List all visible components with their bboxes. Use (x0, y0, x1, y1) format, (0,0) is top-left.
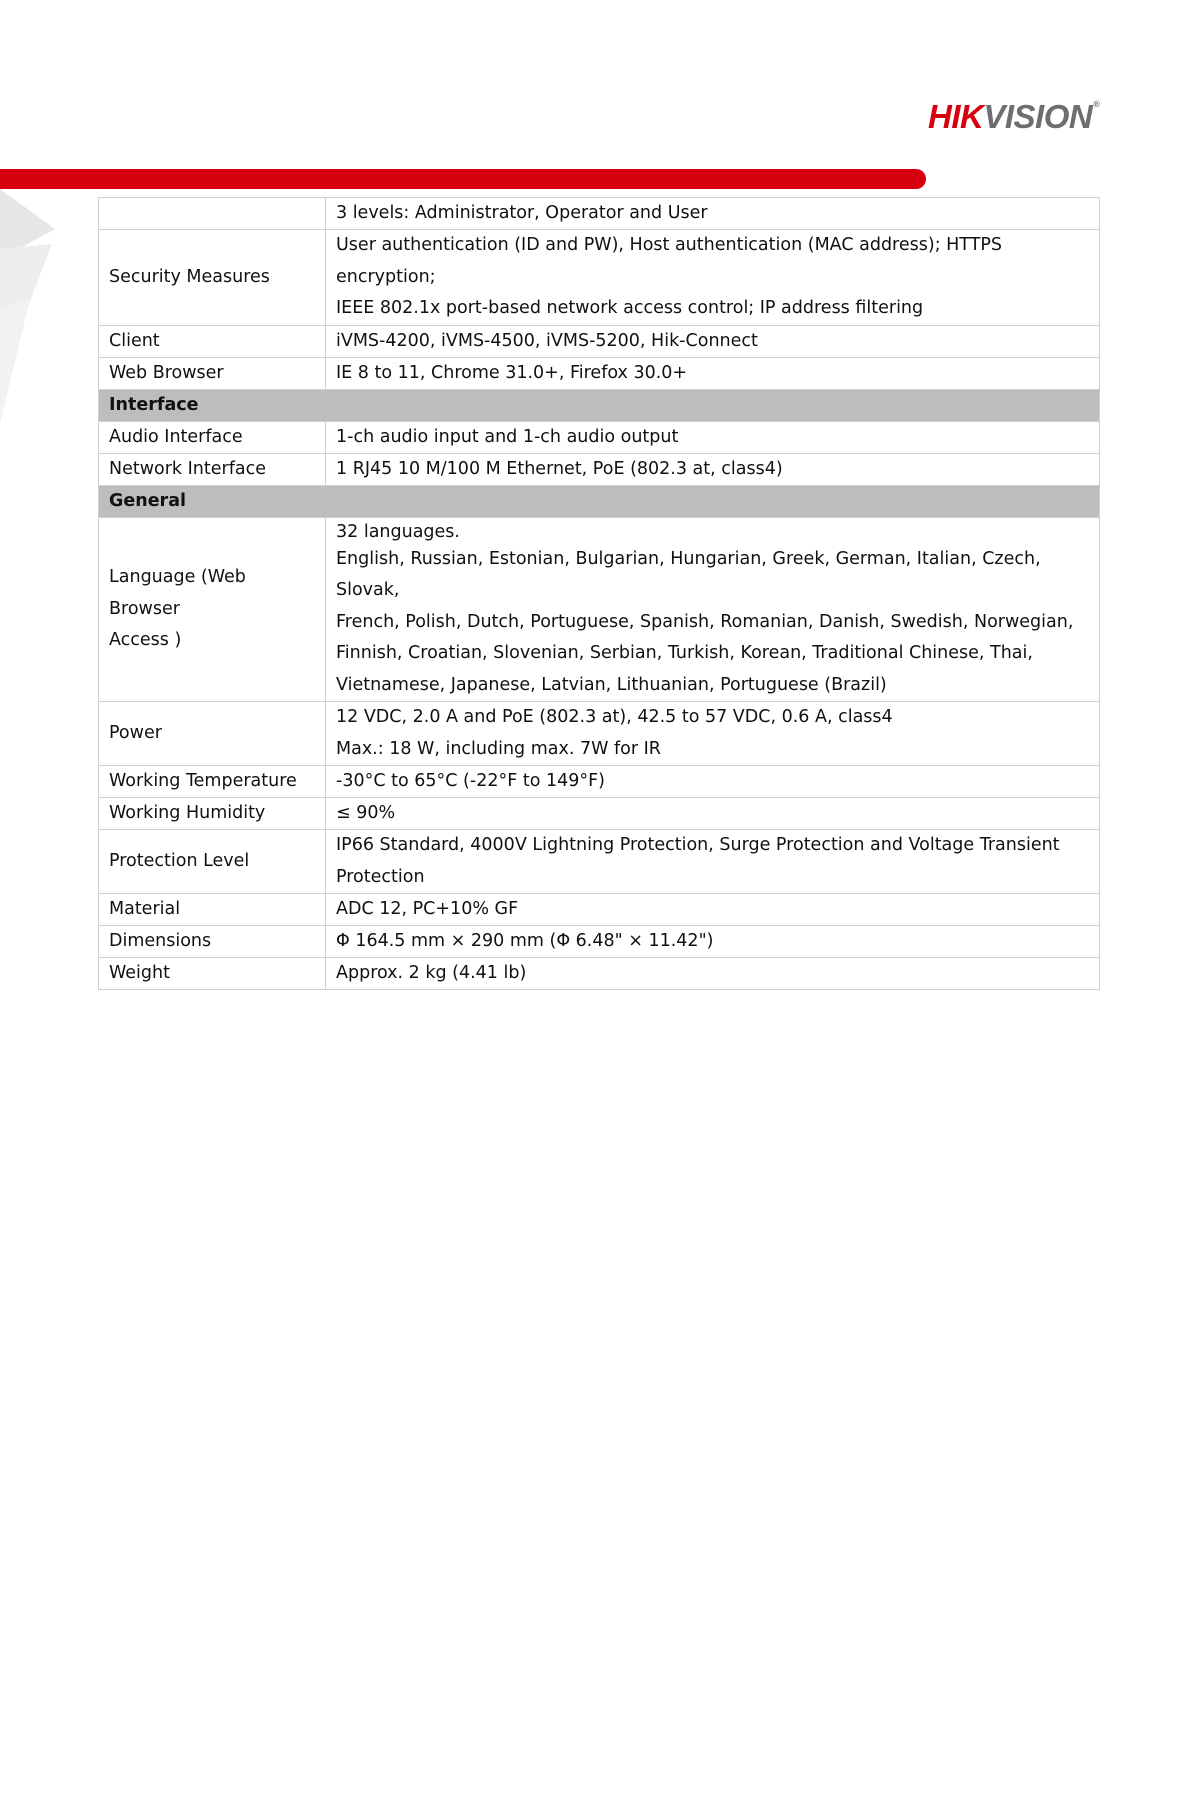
spec-value: Approx. 2 kg (4.41 lb) (326, 958, 1100, 990)
spec-value: Φ 164.5 mm × 290 mm (Φ 6.48" × 11.42") (326, 926, 1100, 958)
spec-value-line: Finnish, Croatian, Slovenian, Serbian, Turkish, Korean, Traditional Chinese, Thai, (336, 643, 1033, 663)
spec-value-line: Vietnamese, Japanese, Latvian, Lithuanian, Portuguese (Brazil) (336, 674, 887, 695)
hikvision-logo (928, 100, 1099, 133)
spec-value: 1-ch audio input and 1-ch audio output (326, 421, 1100, 453)
section-header-interface: Interface (99, 389, 1100, 421)
spec-value-line: French, Polish, Dutch, Portuguese, Spanish, Romanian, Danish, Swedish, Norwegian, (336, 611, 1074, 632)
spec-value: -30°C to 65°C (-22°F to 149°F) (326, 766, 1100, 798)
table-row (99, 198, 1100, 230)
spec-value (326, 230, 1100, 326)
table-row (99, 325, 1100, 357)
spec-value-line: 32 languages. (336, 521, 460, 542)
table-row (99, 894, 1100, 926)
spec-label-empty (99, 198, 326, 230)
spec-value-line: IEEE 802.1x port-based network access control; IP address filtering (336, 298, 924, 318)
table-row (99, 830, 1100, 894)
spec-value: ≤ 90% (326, 798, 1100, 830)
spec-value-line: IP66 Standard, 4000V Lightning Protection, Surge Protection and Voltage Transient (336, 835, 1060, 855)
spec-label: Web Browser (99, 357, 326, 389)
spec-value: 1 RJ45 10 M/100 M Ethernet, PoE (802.3 at, class4) (326, 453, 1100, 485)
spec-value: 3 levels: Administrator, Operator and User (326, 198, 1100, 230)
header-red-bar (0, 169, 926, 189)
spec-value (326, 830, 1100, 894)
section-header-row (99, 389, 1100, 421)
logo-registered-mark: ® (1093, 99, 1100, 109)
spec-label: Security Measures (99, 230, 326, 326)
table-row (99, 702, 1100, 766)
spec-value-line: Max.: 18 W, including max. 7W for IR (336, 738, 661, 759)
table-row (99, 357, 1100, 389)
spec-value-line: User authentication (ID and PW), Host authentication (MAC address); HTTPS encryption; (336, 235, 1003, 287)
spec-value: ADC 12, PC+10% GF (326, 894, 1100, 926)
spec-label: Network Interface (99, 453, 326, 485)
table-row (99, 926, 1100, 958)
spec-label: Power (99, 702, 326, 766)
table-row (99, 958, 1100, 990)
table-row (99, 798, 1100, 830)
section-header-row (99, 485, 1100, 517)
spec-label: Working Humidity (99, 798, 326, 830)
section-header-general: General (99, 485, 1100, 517)
spec-label: Protection Level (99, 830, 326, 894)
spec-label (99, 517, 326, 702)
spec-value (326, 517, 1100, 702)
spec-label: Audio Interface (99, 421, 326, 453)
spec-label: Weight (99, 958, 326, 990)
spec-table (98, 197, 1100, 990)
spec-label-line: Access ) (109, 630, 182, 650)
spec-value: IE 8 to 11, Chrome 31.0+, Firefox 30.0+ (326, 357, 1100, 389)
table-row (99, 517, 1100, 702)
logo-text-grey: VISION (983, 98, 1093, 135)
spec-label: Material (99, 894, 326, 926)
spec-value-line: 12 VDC, 2.0 A and PoE (802.3 at), 42.5 to 57 VDC, 0.6 A, class4 (336, 707, 893, 727)
watermark-graphic (0, 189, 60, 429)
table-row (99, 453, 1100, 485)
spec-value-line: Protection (336, 866, 425, 887)
spec-label-line: Language (Web Browser (109, 567, 246, 619)
table-row (99, 230, 1100, 326)
spec-value-line: English, Russian, Estonian, Bulgarian, Hungarian, Greek, German, Italian, Czech, Slovak, (336, 548, 1041, 600)
logo-text-red: HIK (928, 98, 984, 135)
spec-label: Working Temperature (99, 766, 326, 798)
spec-value: iVMS-4200, iVMS-4500, iVMS-5200, Hik-Connect (326, 325, 1100, 357)
table-row (99, 421, 1100, 453)
spec-label: Dimensions (99, 926, 326, 958)
spec-label: Client (99, 325, 326, 357)
table-row (99, 766, 1100, 798)
spec-value (326, 702, 1100, 766)
